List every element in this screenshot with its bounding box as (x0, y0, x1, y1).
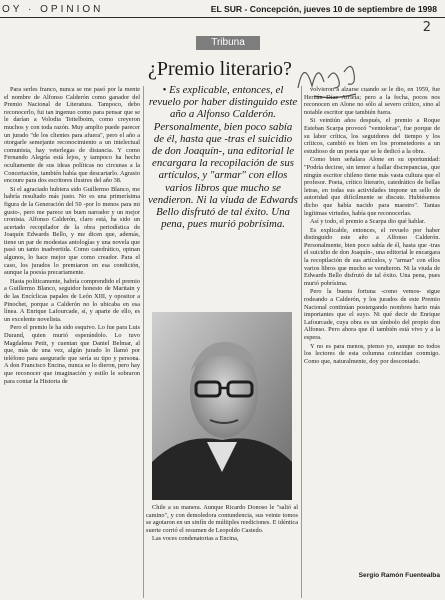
paragraph: Pero la buena fortuna -como vemos- sigue rodeando a Calderón, y los jurados de este Premio Nacional continúan postergando nombres harto más importantes que el suyo. Ni qué decir de Enrique Lafourcade, cuya obra es un símbolo del propio don Alfonso. Pero ahora que él también está vivo y a la espera. (304, 288, 440, 341)
paragraph: Para serles franco, nunca se me pasó por la mente el nombre de Alfonso Calderón como ganador del Premio Nacional de Literatura. Tampoco, debo reconocerlo, fui tan ingenuo como para pensar que se le darían a Volodia Teitelboim, como creyeron muchos y con toda razón. Muy amplio puede parecer un jurado "de los clientes para afuera", pero el año a otorgarle semejante reconocimiento a un intelectual comunista, hay veterlegas de distancia. Y como Fernando Alegría está lejos, y tampoco ha hecho ocultamente de sus ideas políticas no circunas a la Concertación, también había que descartarlo. Agrasio encoure para dos escritores ilustres del año 38. (4, 86, 140, 185)
paragraph: Hasta políticamente, habría comprendido el premio a Guillermo Blanco, seguidor honesto de Maritain y de las Encíclicas papales de León XIII, y opositor a Pinochet, porque a Calderón no lo ubicaba en esa línea. A Enrique Lafourcade, sí, y aparte de ello, es un excelente novelista. (4, 277, 140, 323)
author-photo (152, 312, 292, 500)
author-signature: Sergio Ramón Fuentealba (358, 572, 440, 579)
paragraph: Si veintiún años después, el premio a Roque Esteban Scarpa provocó "ventoleras", fue porque de su labor crítica, los seguidores del tiempo y los críticos, cambió es bien en los prometedores a un estudioso de un poeta que se le dedicó a la obra. (304, 117, 440, 155)
paragraph: Y no es para menos, pienso yo, aunque no todos los lectores de esta columna coincidan conmigo. Como que, naturalmente, doy por descontado. (304, 342, 440, 365)
paragraph: Chile a su manera. Aunque Ricardo Donoso le "salió al camino", y con demoledora contundencia, sus veinte tomos se agotaron en un sinfín de múltiples reediciones. E idéntica suerte corrió el resumen de Leopoldo Castedo. (146, 504, 298, 534)
section-label: Tribuna (196, 36, 260, 50)
article-column-2 (146, 504, 298, 598)
header-rule (0, 17, 445, 18)
paragraph: Si el agraciado hubiera sido Guillermo Blanco, me habría resultado más justo. No es una primerísima figura de la Generación del 50 -por lo menos para mi gusto-, pero me parece un buen narrador y un mejor cronista. Alfonso Calderón, claro está, ha sido un acertado recopilador de la obra periodística de Joaquín Edwards Bello, y me dicen que, además, tiene un par de modestas antologías y una novela que pasó un tanto inadvertida. Como catedrático, opinan algunos, lo hace mejor que como creador. Para el caso, los jurados lo premiaron en esa condición, aunque la poesía precariamente. (4, 185, 140, 277)
handwritten-mark: 2 (422, 20, 431, 35)
article-column-3 (304, 86, 440, 570)
article-column-1 (4, 86, 140, 598)
column-divider-2 (301, 86, 302, 598)
paragraph: Como bien señalara Alone en su oportunidad: "Podría decirse, sin temor a hallar discrepancias, que ningún escritor chileno tiene más vasta cultura que el profesor. Poeta, crítico literario, catedrático de bellas letras, en todas sus actividades impone un sello de autoridad que difícilmente se discute. Hubiésemos dicho que había nacido para maestro". Tantas legítimas virtudes, había que reconocerlas. (304, 156, 440, 217)
paragraph: Pero el premio le ha sido esquivo. Lo fue para Luis Durand, quien murió esperándolo. Lo tuvo Magdalena Petit, y cuentan que Daniel Belmar, al que, más de una vez, algún jurado lo llamó por teléfono para asegurarle que sería su tipo y persona. A don Francisco Encina, nunca se lo dieron, pero hay que reconocer que imaginación y estilo le sobraron para contar la Historia de (4, 324, 140, 385)
paragraph: volvieron a alzarse cuando se le dio, en 1959, fue Hernán Díaz Arrieta; pero a la fecha, pocos nos reconocen en Alone no sólo al severo crítico, sino al notable escritor que también fuera. (304, 86, 440, 116)
paragraph: Es explicable, entonces, el revuelo por haber distinguido este año a Alfonso Calderón. Personalmente, bien poco sabía de él, hasta que -tras el suicidio de don Joaquín-, una editorial le encargara la recopilación de sus artículos, y "armar" con ellos varios libros que mucho se vendieron. Ni la viuda de Edwards Bello disfrutó de tal éxito. Una pena, pues murió pobrísima. (304, 226, 440, 287)
paragraph: Las voces condenatorias a Encina, (152, 535, 239, 543)
pull-quote-bullet: • (162, 84, 167, 96)
article-title: ¿Premio literario? (148, 58, 292, 80)
paragraph: Así y todo, el premio a Scarpa dio qué hablar. (310, 218, 426, 226)
section-header: OY · OPINION (2, 4, 104, 15)
masthead: EL SUR - Concepción, jueves 10 de septiembre de 1998 (210, 4, 437, 14)
pull-quote (148, 84, 298, 296)
column-divider-1 (143, 86, 144, 598)
pull-quote-text: Es explicable, entonces, el revuelo por haber distinguido este año a Alfonso Calderón. Personalmente, bien poco sabía de él, hasta que -tras el suicidio de don Joaquín-, una editorial le encargara la recopilación de sus artículos, y "armar" con ellos varios libros que mucho se vendieron. Ni la viuda de Edwards Bello disfrutó de tal éxito. Una pena, pues murió pobrísima. (148, 84, 298, 231)
